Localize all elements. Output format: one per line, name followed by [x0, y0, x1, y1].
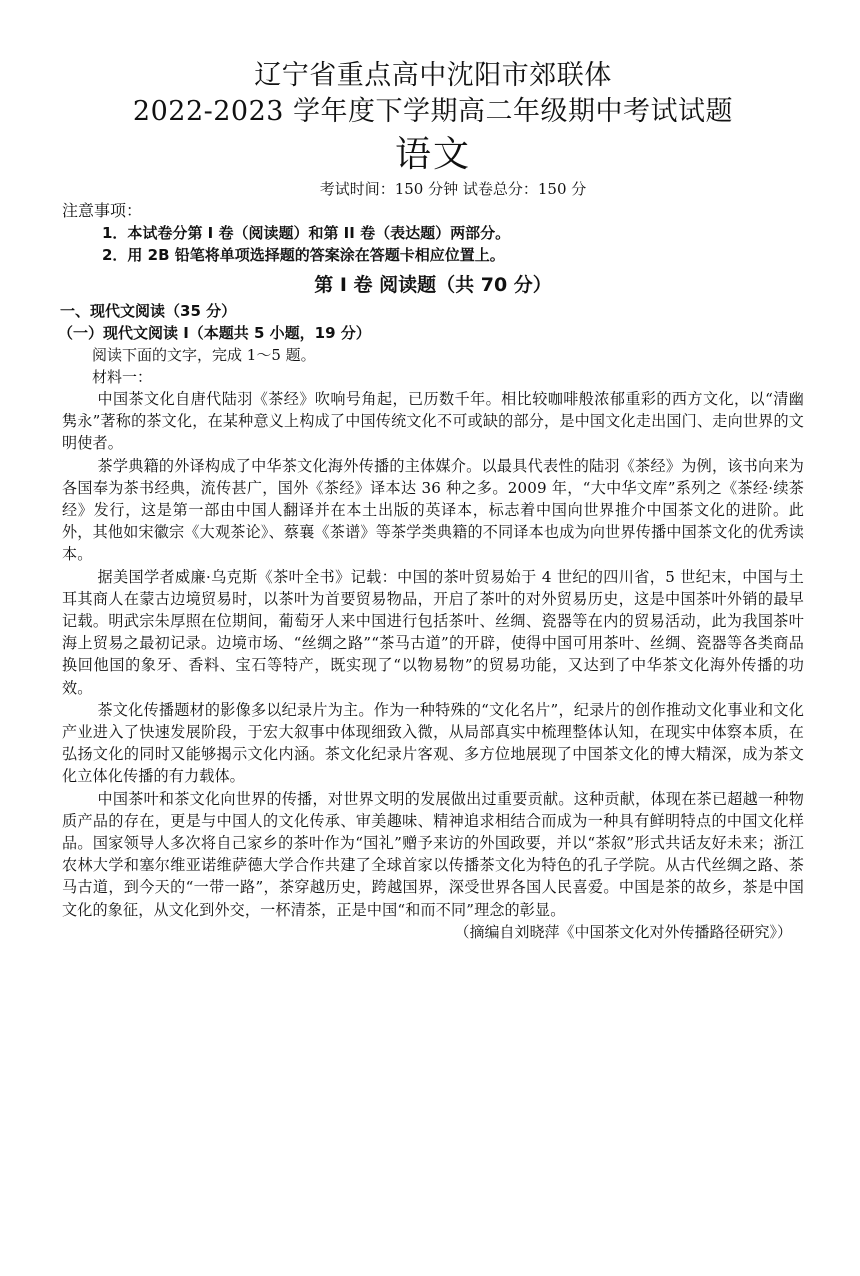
part1-heading: 第 I 卷 阅读题（共 70 分）: [314, 274, 552, 296]
subject-title: 语文: [394, 134, 471, 175]
material-label: 材料一：: [92, 368, 153, 386]
paragraph-3: 据美国学者威廉·乌克斯《茶叶全书》记载：中国的茶叶贸易始于 4 世纪的四川省，5 世纪末，中国与土耳其商人在蒙古边境贸易时，以茶叶为首要贸易物品，开启了茶叶的对外贸易历史，这是中国茶叶外销的最早记载。明武宗朱厚照在位期间，葡萄牙人来中国进行包括茶叶、丝绸、瓷器等在内的贸易活动，此为我国茶叶海上贸易之最初记录。边境市场、“丝绸之路”“茶马古道”的开辟，使得中国可用茶叶、丝绸、瓷器等各类商品换回他国的象牙、香料、宝石等特产，既实现了“以物易物”的贸易功能，又达到了中华茶文化海外传播的功效。: [62, 567, 804, 697]
paragraph-1: 中国茶文化自唐代陆羽《茶经》吹响号角起，已历数千年。相比较咖啡般浓郁重彩的西方文化，以“清幽隽永”著称的茶文化，在某种意义上构成了中国传统文化不可或缺的部分，是中国文化走出国门、走向世界的文明使者。: [62, 390, 804, 453]
notice-title: 注意事项：: [62, 201, 143, 220]
exam-info: 考试时间：150 分钟 试卷总分：150 分: [319, 180, 587, 198]
exam-title-line2: 2022-2023 学年度下学期高二年级期中考试试题: [132, 96, 734, 127]
subsection-heading: （一）现代文阅读 I（本题共 5 小题，19 分）: [58, 324, 371, 342]
source-citation: （摘编自刘晓萍《中国茶文化对外传播路径研究》）: [454, 922, 792, 941]
notice-item-1: 1．本试卷分第 I 卷（阅读题）和第 II 卷（表达题）两部分。: [102, 224, 511, 242]
paragraph-4: 茶文化传播题材的影像多以纪录片为主。作为一种特殊的“文化名片”，纪录片的创作推动文化事业和文化产业进入了快速发展阶段，于宏大叙事中体现细致入微，从局部真实中梳理整体认知，在现实中体察本质，在弘扬文化的同时又能够揭示文化内涵。茶文化纪录片客观、多方位地展现了中国茶文化的博大精深，成为茶文化立体化传播的有力载体。: [62, 700, 804, 786]
reading-instruction: 阅读下面的文字，完成 1～5 题。: [92, 346, 316, 364]
exam-title-line1: 辽宁省重点高中沈阳市郊联体: [254, 60, 612, 91]
notice-item-2: 2．用 2B 铅笔将单项选择题的答案涂在答题卡相应位置上。: [102, 246, 505, 264]
section-heading: 一、现代文阅读（35 分）: [60, 302, 237, 320]
paragraph-5: 中国茶叶和茶文化向世界的传播，对世界文明的发展做出过重要贡献。这种贡献，体现在茶已超越一种物质产品的存在，更是与中国人的文化传承、审美趣味、精神追求相结合而成为一种具有鲜明特点的中国文化样品。国家领导人多次将自己家乡的茶叶作为“国礼”赠予来访的外国政要，并以“茶叙”形式共话友好未来；浙江农林大学和塞尔维亚诺维萨德大学合作共建了全球首家以传播茶文化为特色的孔子学院。从古代丝绸之路、茶马古道，到今天的“一带一路”，茶穿越历史，跨越国界，深受世界各国人民喜爱。中国是茶的故乡，茶是中国文化的象征，从文化到外交，一杯清茶，正是中国“和而不同”理念的彰显。: [62, 789, 804, 919]
paragraph-2: 茶学典籍的外译构成了中华茶文化海外传播的主体媒介。以最具代表性的陆羽《茶经》为例，该书向来为各国奉为茶书经典，流传甚广，国外《茶经》译本达 36 种之多。2009 年，“大中华文库”系列之《茶经·续茶经》发行，这是第一部由中国人翻译并在本土出版的英译本，标志着中国向世界推介中国茶文化的进阶。此外，其他如宋徽宗《大观茶论》、蔡襄《茶谱》等茶学类典籍的不同译本也成为向世界传播中国茶文化的优秀读本。: [62, 456, 804, 564]
